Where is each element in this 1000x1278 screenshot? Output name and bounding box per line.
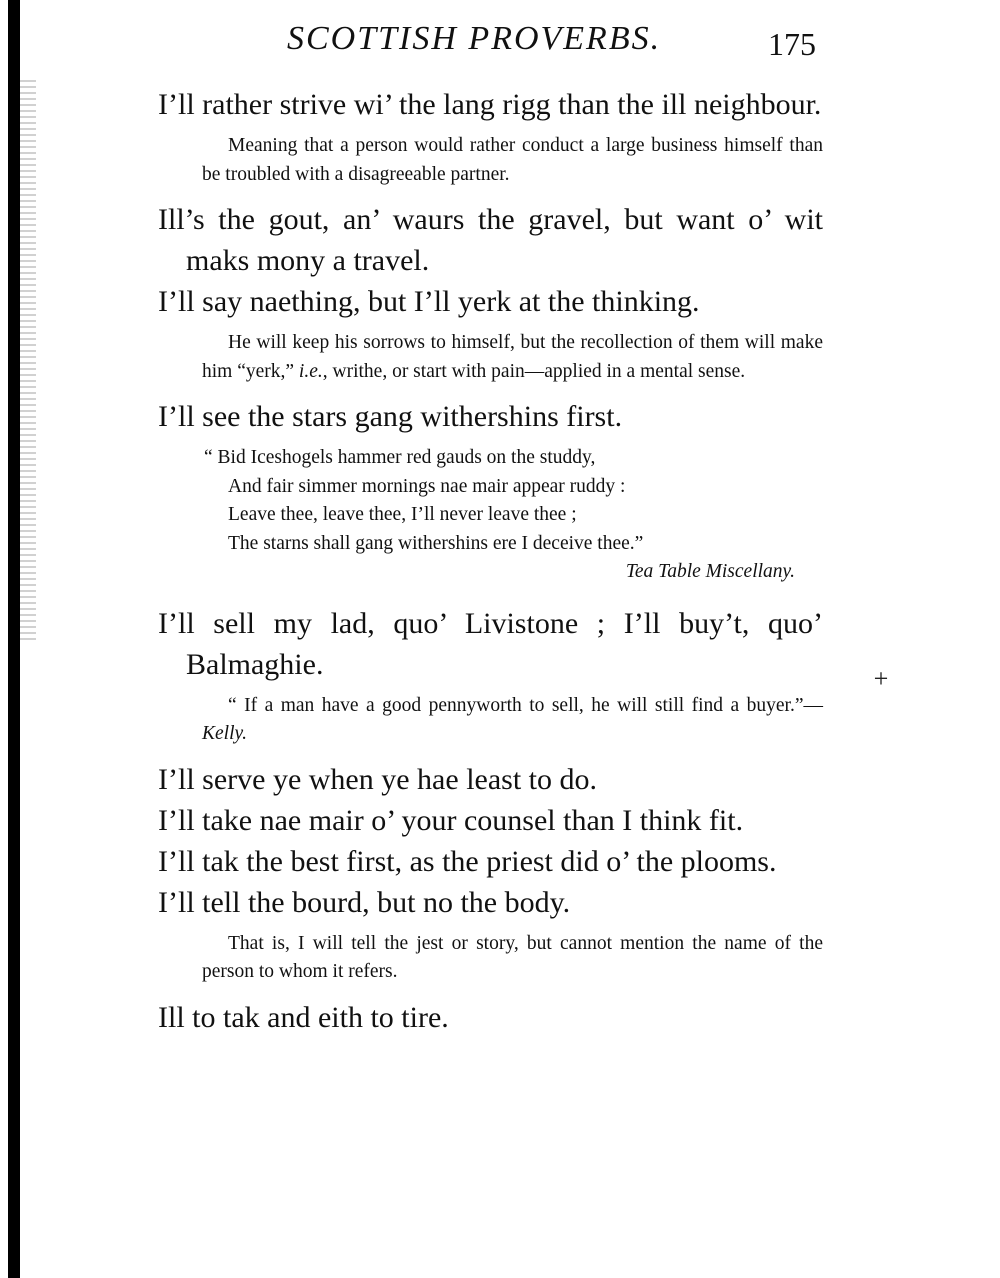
- margin-pencil-mark: +: [872, 664, 890, 693]
- proverb: I’ll take nae mair o’ your counsel than I think fit.: [158, 803, 744, 837]
- verse-line: The starns shall gang withershins ere I deceive thee.”: [228, 532, 644, 554]
- binding-spine-shadow: [8, 0, 20, 1278]
- proverb: Ill’s the gout, an’ waurs the gravel, but want o’ wit maks mony a travel.: [158, 203, 823, 277]
- proverb: I’ll tak the best first, as the priest did o’ the plooms.: [158, 844, 777, 878]
- proverb-note: Meaning that a person would rather conduct a large business himself than be troubled with a disagreeable partner.: [202, 135, 823, 185]
- note-text: , writhe, or start with pain—applied in a mental sense.: [322, 360, 746, 382]
- page-header: [0, 18, 1000, 68]
- verse-quotation: [204, 444, 823, 587]
- proverb: I’ll rather strive wi’ the lang rigg than the ill neighbour.: [158, 88, 822, 121]
- quote-attribution: Tea Table Miscellany.: [625, 561, 795, 582]
- proverb: I’ll see the stars gang withershins first.: [158, 400, 623, 433]
- proverb: I’ll sell my lad, quo’ Livistone ; I’ll buy’t, quo’ Balmaghie.: [158, 606, 823, 681]
- proverb: I’ll serve ye when ye hae least to do.: [158, 762, 597, 796]
- verse-line: Leave thee, leave thee, I’ll never leave thee ;: [228, 504, 577, 525]
- page-number: 175: [768, 26, 816, 62]
- proverb-list: [158, 84, 823, 1038]
- proverb: I’ll say naething, but I’ll yerk at the thinking.: [158, 285, 700, 318]
- proverb-note: That is, I will tell the jest or story, but cannot mention the name of the person to whom it refers.: [202, 932, 823, 982]
- note-italic: Kelly.: [202, 723, 247, 744]
- verse-line: “ Bid Iceshogels hammer red gauds on the studdy,: [204, 447, 596, 468]
- note-text: He will keep his sorrows to himself, but the recollection of them will make him “yerk,”: [202, 332, 823, 382]
- verse-line: And fair simmer mornings nae mair appear ruddy :: [228, 475, 626, 497]
- page-edge-texture: [20, 80, 36, 640]
- running-title: SCOTTISH PROVERBS.: [287, 20, 662, 57]
- proverb-note: [202, 329, 823, 386]
- proverb: I’ll tell the bourd, but no the body.: [158, 885, 571, 919]
- note-italic: i.e.: [298, 360, 323, 382]
- proverb-note: [202, 692, 823, 749]
- note-text: “ If a man have a good pennyworth to sell, he will still find a buyer.”—: [228, 694, 823, 716]
- proverb: Ill to tak and eith to tire.: [158, 1000, 449, 1034]
